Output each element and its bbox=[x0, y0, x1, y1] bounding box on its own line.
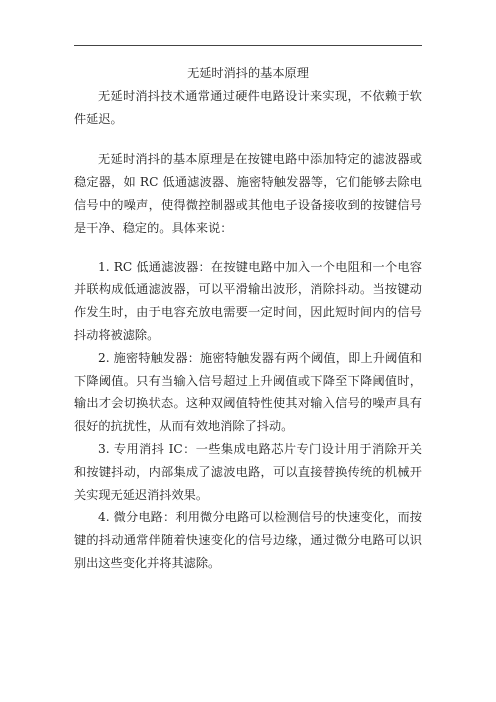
principle-paragraph: 无延时消抖的基本原理是在按键电路中添加特定的滤波器或稳定器，如 RC 低通滤波器、施密特触发器等，它们能够去除电信号中的噪声，使得微控制器或其他电子设备接收到的按键信号是干净、稳定的。具体来说： bbox=[74, 152, 422, 235]
list-item-debounce-ic: 3. 专用消抖 IC：一些集成电路芯片专门设计用于消除开关和按键抖动，内部集成了滤波电路，可以直接替换传统的机械开关实现无延迟消抖效果。 bbox=[74, 441, 422, 502]
paragraph-gap bbox=[74, 240, 422, 256]
document-title: 无延时消抖的基本原理 bbox=[187, 66, 309, 80]
list-item-differentiator: 4. 微分电路：利用微分电路可以检测信号的快速变化，而按键的抖动通常伴随着快速变化的信号边缘，通过微分电路可以识别出这些变化并将其滤除。 bbox=[74, 510, 422, 570]
paragraph-gap bbox=[74, 130, 422, 148]
intro-paragraph: 无延时消抖技术通常通过硬件电路设计来实现，不依赖于软件延迟。 bbox=[74, 88, 422, 126]
document-body bbox=[74, 62, 422, 575]
header-rule bbox=[74, 45, 422, 46]
list-item-schmitt-trigger: 2. 施密特触发器：施密特触发器有两个阈值，即上升阈值和下降阈值。只有当输入信号超过上升阈值或下降至下降阈值时，输出才会切换状态。这种双阈值特性使其对输入信号的噪声具有很好的抗扰性，从而有效地消除了抖动。 bbox=[74, 350, 422, 434]
list-item-rc-filter: 1. RC 低通滤波器：在按键电路中加入一个电阻和一个电容并联构成低通滤波器，可以平滑输出波形，消除抖动。当按键动作发生时，由于电容充放电需要一定时间，因此短时间内的信号抖动将被滤除。 bbox=[74, 259, 422, 342]
